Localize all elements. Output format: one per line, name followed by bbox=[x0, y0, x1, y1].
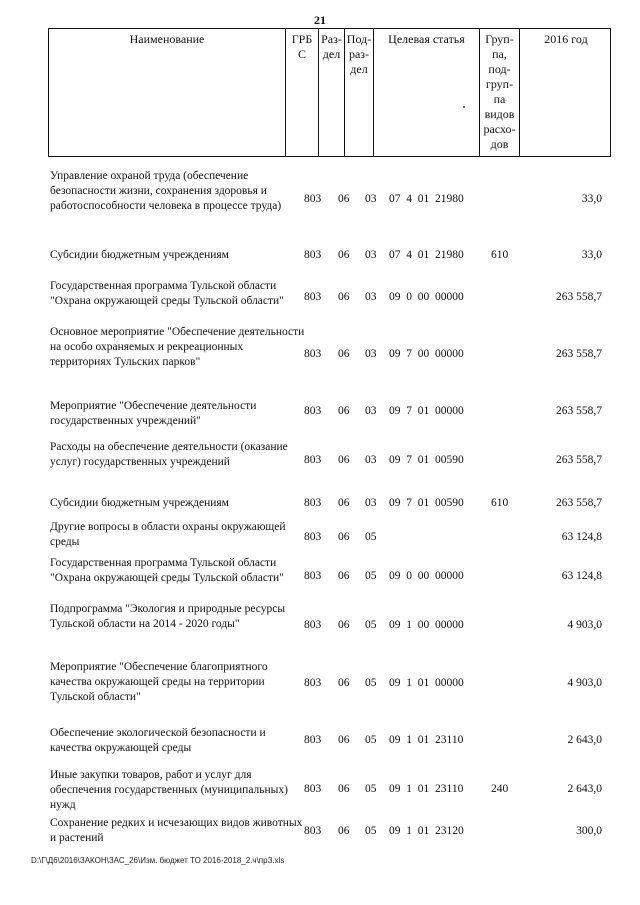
header-razdel-line: дел bbox=[322, 47, 341, 61]
header-podrazdel-line: раз- bbox=[348, 47, 370, 61]
header-grbs bbox=[286, 29, 319, 156]
header-group-line: па, bbox=[492, 47, 507, 61]
row-name: Мероприятие "Обеспечение благоприятного качества окружающей среды на территории Тульской области" bbox=[50, 661, 268, 703]
row-target-article: 09 7 00 00000 bbox=[389, 348, 464, 360]
header-podrazdel-line: Под- bbox=[346, 32, 372, 46]
row-grbs: 803 bbox=[304, 497, 322, 509]
header-group-line: дов bbox=[490, 137, 509, 151]
row-target-article: 09 7 01 00590 bbox=[389, 497, 464, 509]
header-year-label: 2016 год bbox=[544, 32, 588, 46]
header-group-line: Груп- bbox=[485, 32, 514, 46]
row-grbs: 803 bbox=[304, 570, 322, 582]
row-grbs: 803 bbox=[304, 249, 322, 261]
header-expense-group bbox=[480, 29, 520, 156]
row-name: Другие вопросы в области охраны окружающей среды bbox=[50, 521, 286, 548]
row-sum: 263 558,7 bbox=[556, 454, 602, 466]
row-name: Подпрограмма "Экология и природные ресурсы Тульской области на 2014 - 2020 годы" bbox=[50, 603, 286, 630]
scan-speck bbox=[463, 106, 465, 108]
row-name: Мероприятие "Обеспечение деятельности государственных учреждений" bbox=[50, 400, 257, 427]
row-name: Государственная программа Тульской области "Охрана окружающей среды Тульской области" bbox=[50, 557, 284, 584]
row-razdel: 06 bbox=[338, 677, 350, 689]
row-target-article: 09 1 01 23110 bbox=[389, 783, 464, 795]
row-podrazdel: 05 bbox=[365, 734, 377, 746]
row-sum: 300,0 bbox=[576, 825, 602, 837]
header-name bbox=[49, 29, 286, 156]
row-sum: 4 903,0 bbox=[567, 677, 602, 689]
row-target-article: 07 4 01 21980 bbox=[389, 249, 464, 261]
header-grbs-line: С bbox=[297, 47, 306, 61]
table-header bbox=[48, 28, 611, 157]
row-name: Управление охраной труда (обеспечение безопасности жизни, сохранения здоровья и работоспособности человека в процессе труда) bbox=[50, 170, 282, 212]
row-group: 610 bbox=[491, 497, 509, 509]
row-sum: 4 903,0 bbox=[567, 619, 602, 631]
row-sum: 263 558,7 bbox=[556, 497, 602, 509]
row-grbs: 803 bbox=[304, 783, 322, 795]
row-name: Иные закупки товаров, работ и услуг для обеспечения государственных (муниципальных) нужд bbox=[50, 769, 288, 811]
row-razdel: 06 bbox=[338, 405, 350, 417]
row-target-article: 09 0 00 00000 bbox=[389, 570, 464, 582]
row-name: Основное мероприятие "Обеспечение деятельности на особо охраняемых и рекреационных территориях Тульских парков" bbox=[50, 326, 305, 368]
row-podrazdel: 05 bbox=[365, 677, 377, 689]
row-razdel: 06 bbox=[338, 348, 350, 360]
row-grbs: 803 bbox=[304, 619, 322, 631]
file-path-footer: D:\Г\Д6\2016\ЗАКОН\ЗАС_26\Изм. бюджет ТО 2016-2018_2.ч\прЗ.xls bbox=[31, 856, 285, 865]
row-target-article: 07 4 01 21980 bbox=[389, 193, 464, 205]
row-grbs: 803 bbox=[304, 291, 322, 303]
header-group-line: расхо- bbox=[483, 122, 516, 136]
header-razdel-line: Раз- bbox=[321, 32, 342, 46]
row-podrazdel: 05 bbox=[365, 570, 377, 582]
row-name: Государственная программа Тульской области "Охрана окружающей среды Тульской области" bbox=[50, 280, 284, 307]
row-podrazdel: 03 bbox=[365, 249, 377, 261]
row-name: Обеспечение экологической безопасности и качества окружающей среды bbox=[50, 727, 266, 754]
row-razdel: 06 bbox=[338, 497, 350, 509]
row-target-article: 09 0 00 00000 bbox=[389, 291, 464, 303]
header-podrazdel-line: дел bbox=[350, 62, 368, 76]
row-grbs: 803 bbox=[304, 348, 322, 360]
row-sum: 2 643,0 bbox=[567, 734, 602, 746]
header-group-line: па bbox=[493, 92, 506, 106]
row-group: 240 bbox=[491, 783, 509, 795]
header-podrazdel bbox=[345, 29, 374, 156]
row-razdel: 06 bbox=[338, 291, 350, 303]
row-target-article: 09 7 01 00000 bbox=[389, 405, 464, 417]
header-target-article-label: Целевая статья bbox=[388, 32, 465, 46]
row-sum: 2 643,0 bbox=[567, 783, 602, 795]
row-grbs: 803 bbox=[304, 677, 322, 689]
header-group-line: груп- bbox=[485, 77, 514, 91]
row-podrazdel: 03 bbox=[365, 405, 377, 417]
row-grbs: 803 bbox=[304, 825, 322, 837]
header-razdel bbox=[319, 29, 345, 156]
header-grbs-line: ГРБ bbox=[291, 32, 313, 46]
row-sum: 63 124,8 bbox=[561, 570, 602, 582]
row-sum: 63 124,8 bbox=[561, 531, 602, 543]
row-target-article: 09 1 00 00000 bbox=[389, 619, 464, 631]
row-grbs: 803 bbox=[304, 454, 322, 466]
row-target-article: 09 7 01 00590 bbox=[389, 454, 464, 466]
row-podrazdel: 05 bbox=[365, 783, 377, 795]
row-podrazdel: 03 bbox=[365, 348, 377, 360]
header-group-line: под- bbox=[488, 62, 511, 76]
row-podrazdel: 03 bbox=[365, 193, 377, 205]
row-razdel: 06 bbox=[338, 825, 350, 837]
header-year bbox=[520, 29, 612, 156]
row-podrazdel: 03 bbox=[365, 454, 377, 466]
row-grbs: 803 bbox=[304, 405, 322, 417]
header-group-line: видов bbox=[484, 107, 515, 121]
row-name: Субсидии бюджетным учреждениям bbox=[50, 249, 229, 261]
row-sum: 263 558,7 bbox=[556, 291, 602, 303]
row-podrazdel: 03 bbox=[365, 497, 377, 509]
row-razdel: 06 bbox=[338, 570, 350, 582]
row-target-article: 09 1 01 00000 bbox=[389, 677, 464, 689]
row-group: 610 bbox=[491, 249, 509, 261]
row-razdel: 06 bbox=[338, 531, 350, 543]
row-name: Сохранение редких и исчезающих видов животных и растений bbox=[50, 817, 303, 844]
row-sum: 33,0 bbox=[581, 193, 602, 205]
row-razdel: 06 bbox=[338, 783, 350, 795]
row-razdel: 06 bbox=[338, 249, 350, 261]
row-target-article: 09 1 01 23120 bbox=[389, 825, 464, 837]
row-name: Расходы на обеспечение деятельности (оказание услуг) государственных учреждений bbox=[50, 441, 288, 468]
row-target-article: 09 1 01 23110 bbox=[389, 734, 464, 746]
row-sum: 263 558,7 bbox=[556, 405, 602, 417]
row-podrazdel: 03 bbox=[365, 291, 377, 303]
row-razdel: 06 bbox=[338, 734, 350, 746]
row-razdel: 06 bbox=[338, 193, 350, 205]
row-grbs: 803 bbox=[304, 734, 322, 746]
row-podrazdel: 05 bbox=[365, 825, 377, 837]
row-podrazdel: 05 bbox=[365, 619, 377, 631]
row-name: Субсидии бюджетным учреждениям bbox=[50, 497, 229, 509]
row-sum: 33,0 bbox=[581, 249, 602, 261]
header-name-label: Наименование bbox=[129, 32, 205, 46]
row-grbs: 803 bbox=[304, 531, 322, 543]
row-razdel: 06 bbox=[338, 454, 350, 466]
row-sum: 263 558,7 bbox=[556, 348, 602, 360]
row-grbs: 803 bbox=[304, 193, 322, 205]
page-number: 21 bbox=[314, 13, 326, 27]
header-target-article bbox=[374, 29, 480, 156]
row-razdel: 06 bbox=[338, 619, 350, 631]
row-podrazdel: 05 bbox=[365, 531, 377, 543]
